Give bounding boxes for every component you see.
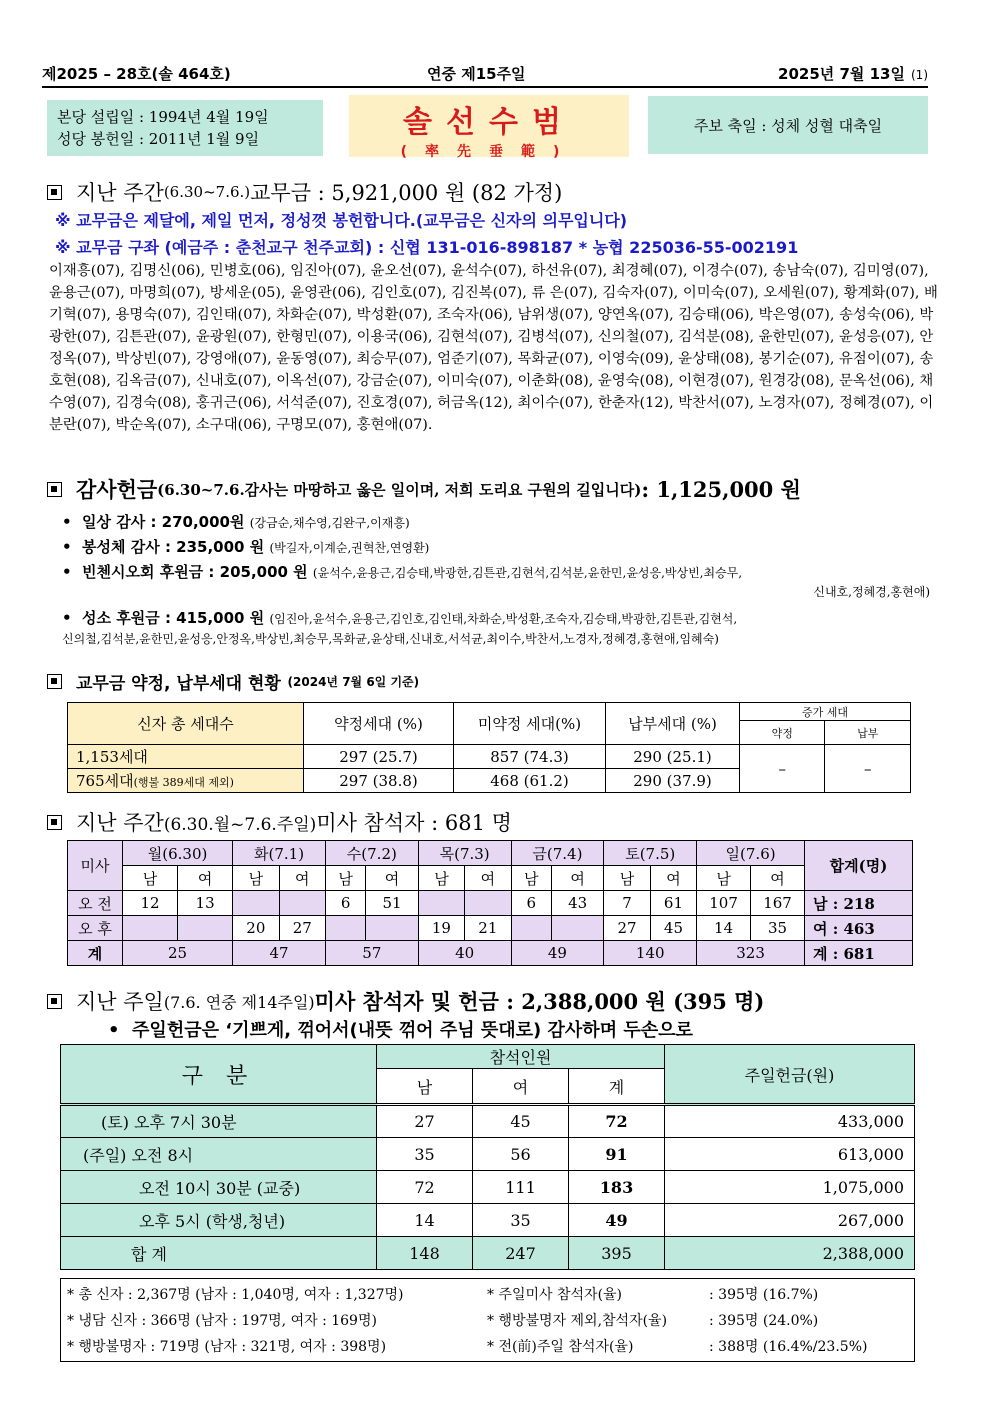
offering-heading bbox=[47, 177, 562, 207]
thanks-title-pre: 감사헌금 bbox=[76, 477, 158, 502]
stat-label: * 전(前)주일 참석자(율) bbox=[487, 1339, 634, 1355]
table-row bbox=[61, 1237, 915, 1270]
thanks-item-label: 성소 후원금 : 415,000 원 bbox=[82, 609, 265, 627]
sunday-amount: 613,000 bbox=[665, 1138, 915, 1171]
pledge-cell: 297 (38.8) bbox=[304, 769, 454, 793]
sex-header: 여 bbox=[551, 866, 603, 891]
mass-title-pre: 지난 주간 bbox=[76, 811, 164, 835]
table-row bbox=[61, 1138, 915, 1171]
day-header: 토(7.5) bbox=[604, 841, 697, 866]
offering-title-post: 교무금 : 5,921,000 원 (82 가정) bbox=[250, 181, 563, 205]
pledge-cell: 468 (61.2) bbox=[454, 769, 606, 793]
table-row bbox=[61, 1204, 915, 1237]
thanks-title-small: (6.30~7.6.감사는 마땅하고 옳은 일이며, 저희 도리요 구원의 길입니다) bbox=[157, 480, 642, 499]
stat-col-labels bbox=[487, 1282, 667, 1360]
sex-header: 남 bbox=[697, 866, 751, 891]
attendance-cell: 107 bbox=[697, 891, 751, 916]
square-bullet-icon bbox=[47, 674, 62, 689]
mass-col-label: 미사 bbox=[68, 841, 123, 891]
sunday-sum-label: 합 계 bbox=[61, 1237, 377, 1270]
total-header: 합계(명) bbox=[805, 841, 913, 891]
sunday-title-range: (7.6. 연중 제14주일) bbox=[163, 992, 315, 1012]
sex-header: 남 bbox=[325, 866, 365, 891]
attendance-cell bbox=[465, 891, 511, 916]
table-row bbox=[68, 745, 911, 769]
sex-header: 여 bbox=[279, 866, 325, 891]
thanks-item-names: (윤석수,윤용근,김승태,박광한,김튼관,김현석,김석분,윤한민,윤성응,박상빈,최승무, bbox=[312, 566, 743, 580]
title-hanja: (率先垂範) bbox=[400, 144, 578, 160]
sex-header: 여 bbox=[650, 866, 696, 891]
sunday-row-label: 오전 10시 30분 (교중) bbox=[61, 1171, 377, 1204]
sunday-heading bbox=[47, 986, 764, 1016]
table-row bbox=[61, 1105, 915, 1138]
attendance-total: 남 : 218 bbox=[805, 891, 913, 916]
attendance-cell: 35 bbox=[751, 916, 805, 941]
stat-value: : 395명 (24.0%) bbox=[709, 1313, 819, 1329]
sunday-row-label: (토) 오후 7시 30분 bbox=[61, 1105, 377, 1138]
stat-missing: * 행방불명자 : 719명 (남자 : 321명, 여자 : 398명) bbox=[67, 1339, 387, 1355]
bulletin-header bbox=[42, 60, 928, 88]
attendance-cell: 27 bbox=[604, 916, 650, 941]
sex-header: 여 bbox=[178, 866, 233, 891]
attendance-cell: 13 bbox=[178, 891, 233, 916]
day-sum-cell: 323 bbox=[697, 941, 805, 966]
attendance-cell: 27 bbox=[279, 916, 325, 941]
sex-header: 남 bbox=[123, 866, 178, 891]
bulletin-title bbox=[349, 95, 629, 160]
pledge-heading bbox=[47, 669, 419, 694]
pledge-cell: 1,153세대 bbox=[68, 745, 304, 769]
stat-total-members: * 총 신자 : 2,367명 (남자 : 1,040명, 여자 : 1,327명) bbox=[67, 1287, 404, 1303]
pledge-header-inc-pledge: 약정 bbox=[740, 721, 825, 745]
attendance-cell: 12 bbox=[123, 891, 178, 916]
feast-label: 주보 축일 : 성체 성혈 대축일 bbox=[693, 116, 883, 135]
pledge-header-paid: 납부세대 (%) bbox=[606, 703, 740, 745]
sunday-sum-cell: 247 bbox=[473, 1237, 569, 1270]
square-bullet-icon bbox=[47, 994, 62, 1009]
sunday-cell: 35 bbox=[473, 1204, 569, 1237]
sunday-header-total: 계 bbox=[569, 1069, 665, 1105]
mass-sum-label: 계 bbox=[68, 941, 123, 966]
attendance-cell: 167 bbox=[751, 891, 805, 916]
sunday-cell: 56 bbox=[473, 1138, 569, 1171]
attendance-cell: 19 bbox=[418, 916, 464, 941]
attendance-cell: 21 bbox=[465, 916, 511, 941]
offering-title-pre: 지난 주간 bbox=[76, 181, 164, 205]
attendance-cell bbox=[366, 916, 418, 941]
mass-heading bbox=[47, 807, 512, 837]
sex-header: 여 bbox=[465, 866, 511, 891]
day-sum-cell: 25 bbox=[123, 941, 233, 966]
sex-header: 남 bbox=[418, 866, 464, 891]
attendance-cell: 51 bbox=[366, 891, 418, 916]
thanks-item-label: 봉성체 감사 : 235,000 원 bbox=[82, 538, 265, 556]
attendance-total: 여 : 463 bbox=[805, 916, 913, 941]
thanks-title-post: : 1,125,000 원 bbox=[641, 477, 801, 502]
church-info-box bbox=[47, 100, 323, 156]
stat-label: * 주일미사 참석자(율) bbox=[487, 1287, 623, 1303]
pledge-cell: 857 (74.3) bbox=[454, 745, 606, 769]
thanks-item: • 일상 감사 : 270,000원 (강금순,채수영,김완구,이재흥) bbox=[62, 513, 410, 531]
square-bullet-icon bbox=[47, 185, 62, 200]
sunday-cell: 27 bbox=[377, 1105, 473, 1138]
sunday-cell: 111 bbox=[473, 1171, 569, 1204]
pledge-cell-excl bbox=[68, 769, 304, 793]
day-header: 목(7.3) bbox=[418, 841, 511, 866]
title-main: 솔선수범 bbox=[403, 105, 575, 140]
stat-label: * 행방불명자 제외,참석자(율) bbox=[487, 1313, 668, 1329]
sunday-cell: 14 bbox=[377, 1204, 473, 1237]
attendance-cell bbox=[123, 916, 178, 941]
thanks-item: • 봉성체 감사 : 235,000 원 (박길자,이계순,권혁찬,연영환) bbox=[62, 538, 430, 556]
offering-donor-list: 이재흥(07), 김명신(06), 민병호(06), 임진아(07), 윤오선(07), 윤석수(07), 하선유(07), 최경혜(07), 이경수(07), 송남숙(07), 김미영(07), 윤용근(07), 마명희(07), 방세운(05), 윤영관(06), 김인호(07), 김진복(07), 류 은(07), 김숙자(07), 이미숙(07), 오세원(07), 황계화(07), 배기혁(07), 용명숙(07), 김인태(07), 차화순(07), 박성환(07), 조숙자(06), 남위생(07), 양연옥(07), 김승태(06), 박은영(07), 송성숙(06), 박광한(07), 김튼관(07), 윤광원(07), 한형민(07), 이용국(06), 김현석(07), 김병석(07), 신의철(07), 김석분(08), 윤한민(07), 윤성응(07), 안정옥(07), 박상빈(07), 강영애(07), 윤동영(07), 최승무(07), 엄준기(07), 목화균(07), 이영숙(09), 윤상태(08), 봉기순(07), 유점이(07), 송호현(08), 김옥금(07), 신내호(07), 이옥선(07), 강금순(07), 이미숙(07), 이춘화(08), 윤영숙(08), 이현경(07), 원경강(08), 문옥선(06), 채수영(07), 김경숙(08), 홍귀근(06), 서석준(07), 진호경(07), 허금옥(12), 최이수(07), 한춘자(12), 박찬서(07), 노경자(07), 정혜경(07), 이분란(07), 박순옥(07), 소구대(06), 구명모(07), 홍현애(07). bbox=[49, 263, 938, 433]
pledge-header-total: 신자 총 세대수 bbox=[68, 703, 304, 745]
attendance-cell bbox=[551, 916, 603, 941]
thanks-item-names: (임진아,윤석수,윤용근,김인호,김인태,차화순,박성환,조숙자,김승태,박광한,김튼관,김현석, bbox=[269, 612, 738, 626]
day-sum-cell: 49 bbox=[511, 941, 604, 966]
statistics-box bbox=[60, 1278, 915, 1362]
sunday-header-attend: 참석인원 bbox=[377, 1045, 665, 1069]
attendance-cell bbox=[233, 891, 279, 916]
pledge-cell: 765세대 bbox=[76, 772, 134, 790]
pledge-cell: 290 (25.1) bbox=[606, 745, 740, 769]
attendance-grand-total: 계 : 681 bbox=[805, 941, 913, 966]
pledge-table bbox=[67, 702, 911, 793]
sunday-row-label: (주일) 오전 8시 bbox=[61, 1138, 377, 1171]
attendance-cell: 14 bbox=[697, 916, 751, 941]
sunday-header-amount: 주일헌금(원) bbox=[665, 1045, 915, 1105]
mass-row-label: 오 전 bbox=[68, 891, 123, 916]
table-row bbox=[61, 1171, 915, 1204]
sex-header: 여 bbox=[366, 866, 418, 891]
stat-value: : 388명 (16.4%/23.5%) bbox=[709, 1339, 868, 1355]
attendance-cell: 61 bbox=[650, 891, 696, 916]
attendance-cell: 43 bbox=[551, 891, 603, 916]
attendance-cell: 7 bbox=[604, 891, 650, 916]
stat-col-values bbox=[709, 1282, 867, 1360]
sunday-title-post: 미사 참석자 및 헌금 : 2,388,000 원 (395 명) bbox=[314, 989, 765, 1014]
dedication-date: 성당 봉헌일 : 2011년 1월 9일 bbox=[57, 130, 260, 148]
thanks-item: • 성소 후원금 : 415,000 원 (임진아,윤석수,윤용근,김인호,김인태,차화순,박성환,조숙자,김승태,박광한,김튼관,김현석, bbox=[62, 609, 738, 627]
issue-number: 제2025 – 28호(솔 464호) bbox=[42, 64, 231, 83]
sex-header: 남 bbox=[604, 866, 650, 891]
day-sum-cell: 140 bbox=[604, 941, 697, 966]
sunday-bullet-text: 주일헌금은 ‘기쁘게, 꺾어서(내뜻 꺾어 주님 뜻대로) 감사하며 두손으로 bbox=[132, 1020, 693, 1041]
attendance-cell: 6 bbox=[511, 891, 551, 916]
sunday-sum-amount: 2,388,000 bbox=[665, 1237, 915, 1270]
sunday-title-pre: 지난 주일 bbox=[76, 990, 164, 1014]
pledge-cell: 297 (25.7) bbox=[304, 745, 454, 769]
issue-date-group bbox=[778, 63, 928, 84]
sex-header: 남 bbox=[511, 866, 551, 891]
attendance-cell: 45 bbox=[650, 916, 696, 941]
sunday-header-female: 여 bbox=[473, 1069, 569, 1105]
attendance-cell bbox=[325, 916, 365, 941]
offering-account: ※ 교무금 구좌 (예금주 : 춘천교구 천주교회) : 신협 131-016-898187 * 농협 225036-55-002191 bbox=[55, 238, 799, 257]
thanks-item-names-cont: 신의철,김석분,윤한민,윤성응,안정옥,박상빈,최승무,목화균,윤상태,신내호,서석균,최이수,박찬서,노경자,정혜경,홍현애,임혜숙) bbox=[62, 632, 719, 646]
attendance-cell bbox=[178, 916, 233, 941]
day-sum-cell: 47 bbox=[233, 941, 326, 966]
pledge-header-inc-paid: 납부 bbox=[825, 721, 911, 745]
sunday-amount: 267,000 bbox=[665, 1204, 915, 1237]
pledge-inc-pledge: – bbox=[740, 745, 825, 793]
pledge-title: 교무금 약정, 납부세대 현황 bbox=[76, 674, 281, 694]
pledge-basis: (2024년 7월 6일 기준) bbox=[287, 675, 420, 689]
sex-header: 여 bbox=[751, 866, 805, 891]
sunday-cell: 72 bbox=[569, 1105, 665, 1138]
page-number: (1) bbox=[911, 67, 928, 82]
table-row bbox=[68, 941, 913, 966]
sunday-cell: 35 bbox=[377, 1138, 473, 1171]
day-sum-cell: 57 bbox=[325, 941, 418, 966]
sunday-cell: 72 bbox=[377, 1171, 473, 1204]
liturgical-week: 연중 제15주일 bbox=[427, 64, 526, 83]
sunday-cell: 49 bbox=[569, 1204, 665, 1237]
table-row bbox=[68, 916, 913, 941]
day-sum-cell: 40 bbox=[418, 941, 511, 966]
mass-row-label: 오 후 bbox=[68, 916, 123, 941]
pledge-inc-paid: – bbox=[825, 745, 911, 793]
mass-title-range: (6.30.월~7.6.주일) bbox=[163, 814, 317, 835]
table-row bbox=[68, 891, 913, 916]
sunday-cell: 91 bbox=[569, 1138, 665, 1171]
thanks-item-label: 일상 감사 : 270,000원 bbox=[82, 513, 245, 531]
attendance-cell: 6 bbox=[325, 891, 365, 916]
thanks-item: • 빈첸시오회 후원금 : 205,000 원 (윤석수,윤용근,김승태,박광한,김튼관,김현석,김석분,윤한민,윤성응,박상빈,최승무, bbox=[62, 563, 743, 581]
day-header: 금(7.4) bbox=[511, 841, 604, 866]
sunday-sum-cell: 148 bbox=[377, 1237, 473, 1270]
pledge-row-note: (행불 389세대 제외) bbox=[133, 776, 234, 789]
mass-title-post: 미사 참석자 : 681 명 bbox=[316, 811, 512, 835]
mass-attendance-table bbox=[67, 840, 913, 966]
offering-note: ※ 교무금은 제달에, 제일 먼저, 정성껏 봉헌합니다.(교무금은 신자의 의무입니다) bbox=[55, 211, 628, 230]
thanks-item-names: (박길자,이계순,권혁찬,연영환) bbox=[269, 541, 430, 555]
sunday-table bbox=[60, 1044, 915, 1270]
day-header: 일(7.6) bbox=[697, 841, 805, 866]
stat-value: : 395명 (16.7%) bbox=[709, 1287, 819, 1303]
pledge-header-pledged: 약정세대 (%) bbox=[304, 703, 454, 745]
thanks-heading bbox=[47, 474, 801, 504]
sunday-amount: 1,075,000 bbox=[665, 1171, 915, 1204]
pledge-header-unpledged: 미약정 세대(%) bbox=[454, 703, 606, 745]
sunday-header-male: 남 bbox=[377, 1069, 473, 1105]
square-bullet-icon bbox=[47, 815, 62, 830]
attendance-cell bbox=[279, 891, 325, 916]
day-header: 수(7.2) bbox=[325, 841, 418, 866]
feast-box bbox=[648, 96, 928, 154]
attendance-cell bbox=[418, 891, 464, 916]
stat-lapsed: * 냉담 신자 : 366명 (남자 : 197명, 여자 : 169명) bbox=[67, 1313, 377, 1329]
pledge-header-increase: 증가 세대 bbox=[740, 703, 911, 721]
sunday-header-category: 구 분 bbox=[61, 1045, 377, 1105]
thanks-item-names-cont: 신내호,정혜경,홍현애) bbox=[813, 585, 930, 599]
day-header: 화(7.1) bbox=[233, 841, 326, 866]
offering-title-range: (6.30~7.6.) bbox=[163, 183, 251, 201]
attendance-cell bbox=[511, 916, 551, 941]
sunday-cell: 45 bbox=[473, 1105, 569, 1138]
square-bullet-icon bbox=[47, 482, 62, 497]
thanks-item-label: 빈첸시오회 후원금 : 205,000 원 bbox=[82, 563, 308, 581]
day-header: 월(6.30) bbox=[123, 841, 233, 866]
sunday-cell: 183 bbox=[569, 1171, 665, 1204]
thanks-item-names: (강금순,채수영,김완구,이재흥) bbox=[249, 516, 410, 530]
issue-date: 2025년 7월 13일 bbox=[778, 64, 905, 83]
sunday-bullet: • 주일헌금은 ‘기쁘게, 꺾어서(내뜻 꺾어 주님 뜻대로) 감사하며 두손으로 bbox=[108, 1020, 693, 1041]
sex-header: 남 bbox=[233, 866, 279, 891]
sunday-amount: 433,000 bbox=[665, 1105, 915, 1138]
pledge-cell: 290 (37.9) bbox=[606, 769, 740, 793]
attendance-cell: 20 bbox=[233, 916, 279, 941]
sunday-sum-cell: 395 bbox=[569, 1237, 665, 1270]
sunday-row-label: 오후 5시 (학생,청년) bbox=[61, 1204, 377, 1237]
founding-date: 본당 설립일 : 1994년 4월 19일 bbox=[57, 108, 269, 126]
